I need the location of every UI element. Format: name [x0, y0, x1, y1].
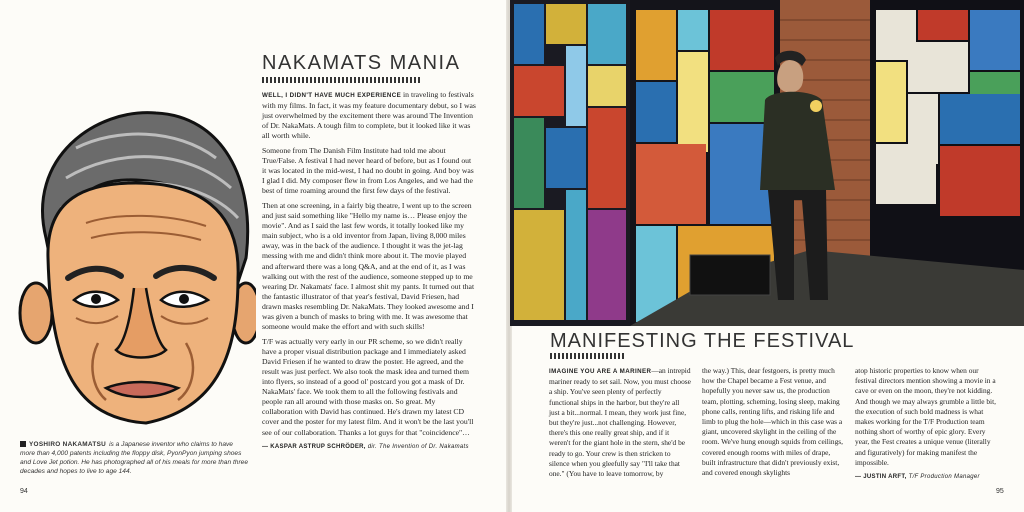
festival-photo: [510, 0, 1024, 326]
right-page-title: MANIFESTING THE FESTIVAL: [550, 330, 855, 352]
right-column-3: [855, 366, 997, 482]
portrait-caption: [20, 440, 248, 476]
caption-bullet: [20, 441, 26, 447]
paragraph: the way.) This, dear festgoers, is pretty much how the Chapel became a Fest venue, and hopefully you never saw us, the production team, plotting, scheming, losing sleep, making phone calls, renting lifts, and risking life and limb to plug the hole—which in this case was a giant, uncovered skylight in the ceiling of the room. We've hung enough squids from ceilings, covered enough rooms with miles of drape, built infrastructure that didn't previously exist, and covered enough skylights: [702, 366, 844, 478]
left-article-body: [262, 90, 476, 457]
paragraph: Someone from The Danish Film Institute had told me about True/False. A festival I had never heard of before, but as I found out it was located in the mid-west, I had no doubt in going. And boy was I glad I did. My composer flew in from Los Angeles, and we had the best of time roaming around the first few days of the festival.: [262, 145, 474, 196]
lead-in: IMAGINE YOU ARE A MARINER: [549, 368, 652, 375]
right-column-2: [702, 366, 844, 478]
paragraph: Then at one screening, in a fairly big theatre, I went up to the screen and just said something like "Hello my name is… Please enjoy the movie". And as I said the last few words, it totally looked like my main subject, who is a old inventor from Japan, living 8,000 miles away, was in the back of the audience. I thought it was the jet-lag messing with me and didn't think more about it. The movie played and afterward there was a long Q&A, and at the end of it, as I was walking out with the rest of the audience, someone stepped up to me wearing Dr. Nakamats' face. I almost shit my pants. It turned out that the fantastic illustrator of that year's festival, David Friesen, had drawn masks resembling Dr. NakaMats. They looked awesome and I was given a bunch of masks to bring with me. It was awesome that someone would make the effort and with such skills!: [262, 200, 475, 332]
right-signature: — JUSTIN ARFT, T/F Production Manager: [855, 474, 980, 481]
paragraph: atop historic properties to know when our festival directors mention showing a movie in a cave or even on the moon, they're not kidding. And though we may always grumble a little bit, the execution of such bold madness is what makes working for the T/F Production team nothing short of worthy of epic glory. Every year, the Fest creates a unique venue (literally and figuratively) for making manifest the impossible.: [855, 366, 997, 467]
portrait-illustration: [6, 88, 256, 433]
caption-text: is a Japanese inventor who claims to have more than 4,000 patents including the floppy disk, PyonPyon jumping shoes and Love Jet potion. He has photographed all of his meals for more than three decades and hopes to live to age 144.: [20, 441, 248, 475]
title-underline: [262, 77, 422, 83]
left-signature: — KASPAR ASTRUP SCHRÖDER, dir. The Invention of Dr. Nakamats: [262, 444, 469, 451]
left-page-title: NAKAMATS MANIA: [262, 52, 461, 74]
caption-name: YOSHIRO NAKAMATSU: [29, 441, 107, 448]
paragraph: WELL, I DIDN'T HAVE MUCH EXPERIENCE in traveling to festivals with my films. In fact, it was my feature documentary debut, so I was just overwhelmed by the excitement there was around The Invention of Dr. NakaMats. A tough film to complete, but it looked like it was all worth while.: [262, 90, 476, 141]
right-column-1: [549, 366, 691, 479]
lead-in: WELL, I DIDN'T HAVE MUCH EXPERIENCE: [262, 92, 402, 99]
left-title-block: [262, 52, 460, 83]
page-number-left: 94: [20, 488, 28, 495]
paragraph: T/F was actually very early in our PR scheme, so we didn't really have a proper visual distribution package and I immediately asked David Friesen if he wanted to draw the poster. He agreed, and the result was just perfect. We also took the mask idea and turned them into flyers, so instead of a good ol' postcard you got a mask of Dr. NakaMats' face. We took them to all the following festivals and people ran all around with those masks on. So great. My collaboration with David has continued. He's drawn my latest CD cover and the poster for my latest film. And it won't be the last you'll see of our collaboration. Thanks a lot guys for that "coincidence"…: [262, 336, 474, 437]
title-underline: [550, 353, 624, 359]
paragraph: IMAGINE YOU ARE A MARINER—an intrepid mariner ready to set sail. Now, you must choose a ship. You've seen plenty of perfectly functional ships in the harbor, but they're all just a bit...normal. I mean, they work just fine, but they're just...not challenging. However, there's this one really great ship, and if it weren't for the giant hole in the stern, she'd be ready to go. Your crew is then stricken to silence when you gleefully say "I'll take that one." (You have to leave tomorrow, by: [549, 366, 691, 479]
page-number-right: 95: [996, 488, 1004, 495]
right-title-block: [550, 330, 854, 359]
